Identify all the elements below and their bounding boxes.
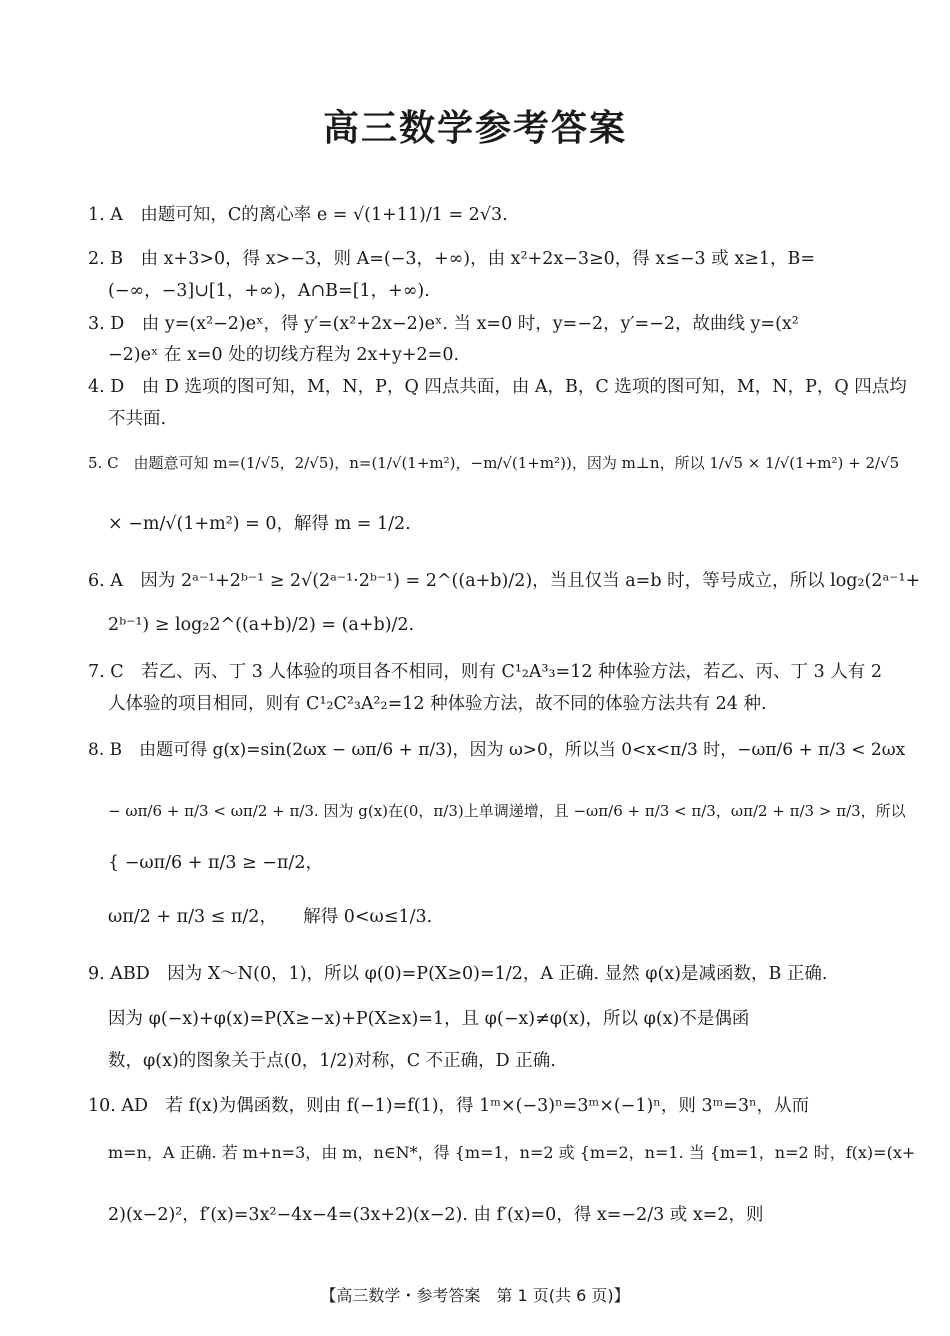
answer-4-cont: 不共面.	[108, 409, 167, 429]
answer-7: 7. C 若乙、丙、丁 3 人体验的项目各不相同，则有 C¹₂A³₃=12 种体验方法，若乙、丙、丁 3 人有 2	[88, 662, 883, 682]
answer-2: 2. B 由 x+3>0，得 x>−3，则 A=(−3，+∞)，由 x²+2x−3≥0，得 x≤−3 或 x≥1，B=	[88, 249, 816, 269]
answer-9-cont-2: 数，φ(x)的图象关于点(0，1/2)对称，C 不正确，D 正确.	[108, 1051, 556, 1071]
answer-6: 6. A 因为 2ᵃ⁻¹+2ᵇ⁻¹ ≥ 2√(2ᵃ⁻¹·2ᵇ⁻¹) = 2^((a+b)/2)，当且仅当 a=b 时，等号成立，所以 log₂(2ᵃ⁻¹+	[88, 571, 921, 591]
answer-6-cont: 2ᵇ⁻¹) ≥ log₂2^((a+b)/2) = (a+b)/2.	[108, 615, 415, 635]
answer-3-cont: −2)eˣ 在 x=0 处的切线方程为 2x+y+2=0.	[108, 345, 460, 365]
answer-8-system-2: ωπ/2 + π/3 ≤ π/2， 解得 0<ω≤1/3.	[108, 907, 433, 927]
answer-8: 8. B 由题可得 g(x)=sin(2ωx − ωπ/6 + π/3)，因为 ω>0，所以当 0<x<π/3 时，−ωπ/6 + π/3 < 2ωx	[88, 740, 906, 760]
answer-3: 3. D 由 y=(x²−2)eˣ，得 y′=(x²+2x−2)eˣ. 当 x=0 时，y=−2，y′=−2，故曲线 y=(x²	[88, 314, 799, 334]
answer-4: 4. D 由 D 选项的图可知，M，N，P，Q 四点共面，由 A，B，C 选项的图可知，M，N，P，Q 四点均	[88, 377, 907, 397]
answer-10: 10. AD 若 f(x)为偶函数，则由 f(−1)=f(1)，得 1ᵐ×(−3)ⁿ=3ᵐ×(−1)ⁿ，则 3ᵐ=3ⁿ，从而	[88, 1096, 810, 1116]
answer-9-cont: 因为 φ(−x)+φ(x)=P(X≥−x)+P(X≥x)=1，且 φ(−x)≠φ(x)，所以 φ(x)不是偶函	[108, 1009, 750, 1029]
answer-10-cont: m=n，A 正确. 若 m+n=3，由 m，n∈N*，得 {m=1，n=2 或 {m=2，n=1. 当 {m=1，n=2 时，f(x)=(x+	[108, 1143, 916, 1162]
page-footer: 【高三数学・参考答案 第 1 页(共 6 页)】	[320, 1286, 630, 1305]
answer-1: 1. A 由题可知，C的离心率 e = √(1+11)/1 = 2√3.	[88, 205, 508, 225]
answer-8-system-1: { −ωπ/6 + π/3 ≥ −π/2，	[108, 853, 323, 873]
answer-10-cont-2: 2)(x−2)²，f′(x)=3x²−4x−4=(3x+2)(x−2). 由 f′(x)=0，得 x=−2/3 或 x=2，则	[108, 1205, 764, 1225]
answer-2-cont: (−∞，−3]∪[1，+∞)，A∩B=[1，+∞).	[108, 281, 430, 301]
answer-7-cont: 人体验的项目相同，则有 C¹₂C²₃A²₂=12 种体验方法，故不同的体验方法共有 24 种.	[108, 694, 767, 714]
answer-5: 5. C 由题意可知 m=(1/√5，2/√5)，n=(1/√(1+m²)，−m/√(1+m²))，因为 m⊥n，所以 1/√5 × 1/√(1+m²) + 2/√5	[88, 454, 900, 472]
page-title: 高三数学参考答案	[322, 108, 627, 149]
answer-8-cont: − ωπ/6 + π/3 < ωπ/2 + π/3. 因为 g(x)在(0，π/3)上单调递增，且 −ωπ/6 + π/3 < π/3，ωπ/2 + π/3 > π/3，所以	[108, 802, 906, 820]
answer-5-cont: × −m/√(1+m²) = 0，解得 m = 1/2.	[108, 514, 411, 534]
answer-9: 9. ABD 因为 X～N(0，1)，所以 φ(0)=P(X≥0)=1/2，A 正确. 显然 φ(x)是减函数，B 正确.	[88, 964, 828, 984]
